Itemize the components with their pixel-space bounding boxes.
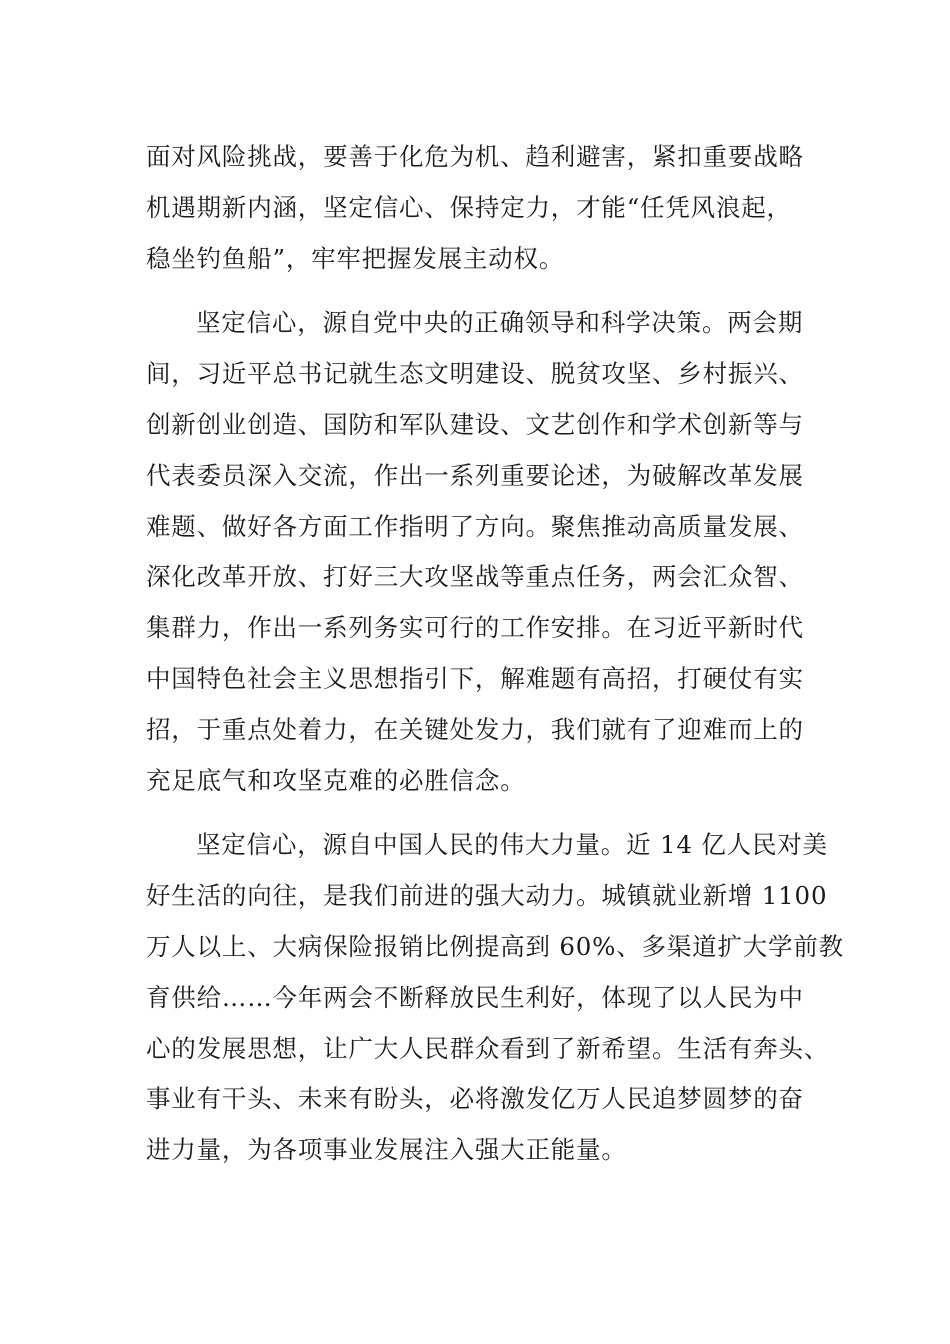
text-line: 深化改革开放、打好三大攻坚战等重点任务，两会汇众智、 (146, 562, 804, 592)
text-line: 万人以上、大病保险报销比例提高到 60%、多渠道扩大学前教 (146, 931, 844, 961)
text-line: 好生活的向往，是我们前进的强大动力。城镇就业新增 1100 (146, 881, 828, 911)
text-line: 间，习近平总书记就生态文明建设、脱贫攻坚、乡村振兴、 (146, 359, 804, 389)
text-line: 事业有干头、未来有盼头，必将激发亿万人民追梦圆梦的奋 (146, 1084, 804, 1114)
body-text (146, 132, 844, 1190)
text-line: 招，于重点处着力，在关键处发力，我们就有了迎难而上的 (146, 714, 804, 744)
text-line: 育供给……今年两会不断释放民生利好，体现了以人民为中 (146, 982, 804, 1012)
paragraph-3 (146, 820, 844, 1176)
text-line: 创新创业创造、国防和军队建设、文艺创作和学术创新等与 (146, 409, 804, 439)
text-line: 代表委员深入交流，作出一系列重要论述，为破解改革发展 (146, 460, 804, 490)
paragraph-2 (146, 298, 806, 806)
text-line: 面对风险挑战，要善于化危为机、趋利避害，紧扣重要战略 (146, 142, 804, 171)
text-line: 进力量，为各项事业发展注入强大正能量。 (146, 1135, 627, 1165)
text-line: 中国特色社会主义思想指引下，解难题有高招，打硬仗有实 (146, 663, 804, 693)
text-line: 集群力，作出一系列务实可行的工作安排。在习近平新时代 (146, 613, 804, 643)
text-line: 机遇期新内涵，坚定信心、保持定力，才能“任凭风浪起， (146, 192, 792, 222)
text-line: 充足底气和攻坚克难的必胜信念。 (146, 765, 526, 795)
text-line: 稳坐钓鱼船”，牢牢把握发展主动权。 (146, 243, 565, 273)
paragraph-1 (146, 132, 806, 284)
text-line: 坚定信心，源自中国人民的伟大力量。近 14 亿人民对美 (196, 830, 828, 860)
text-line: 坚定信心，源自党中央的正确领导和科学决策。两会期 (196, 308, 804, 338)
text-line: 难题、做好各方面工作指明了方向。聚焦推动高质量发展、 (146, 511, 804, 541)
text-line: 心的发展思想，让广大人民群众看到了新希望。生活有奔头、 (146, 1033, 830, 1063)
